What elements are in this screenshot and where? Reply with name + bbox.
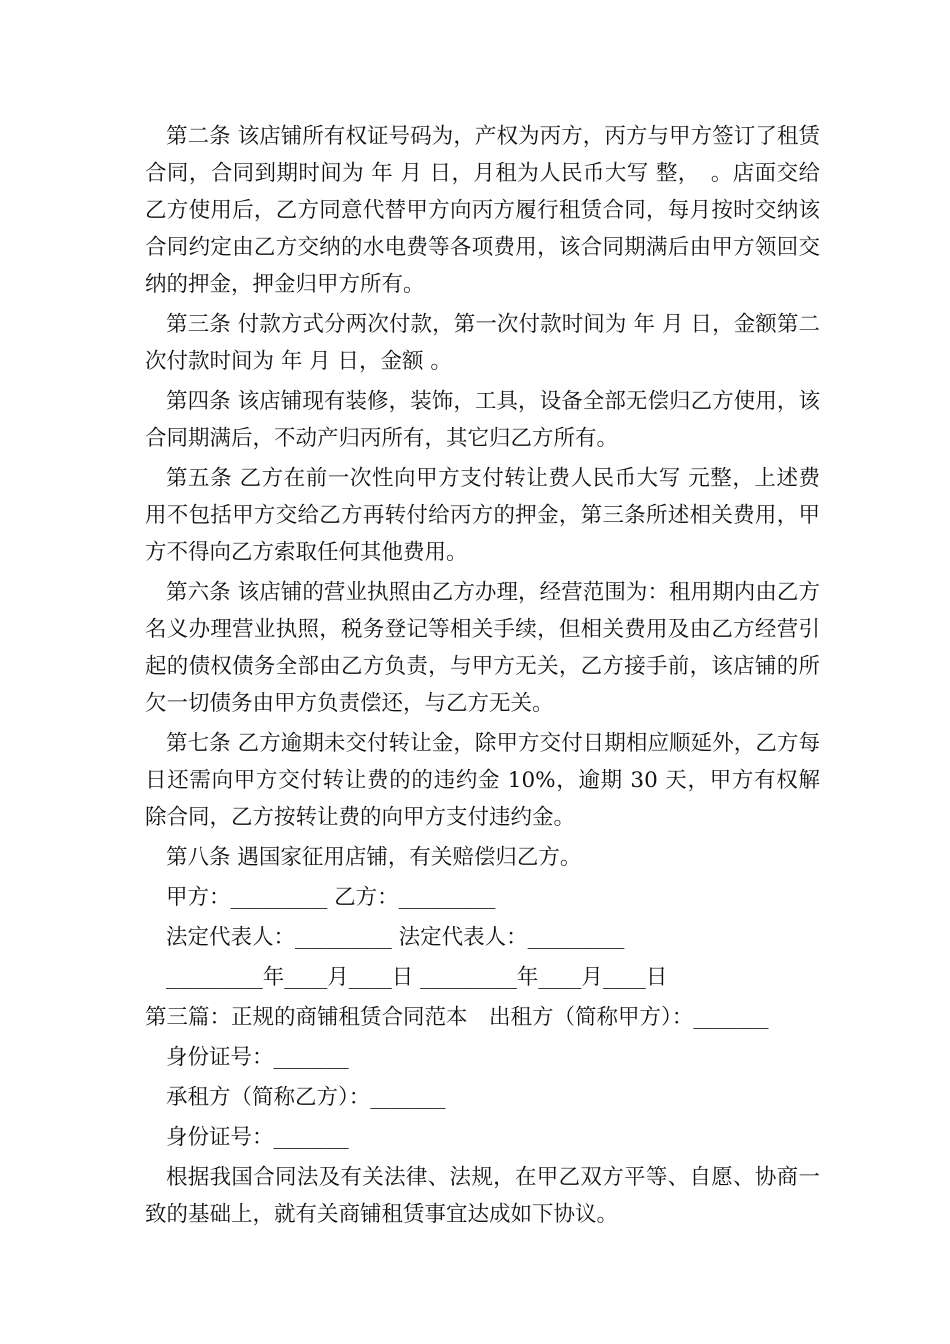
article-2-paragraph: 第二条 该店铺所有权证号码为，产权为丙方，丙方与甲方签订了租赁合同，合同到期时间为 年 月 日，月租为人民币大写 整， 。店面交给乙方使用后，乙方同意代替甲方向丙方履行租赁合同，每月按时交纳该合同约定由乙方交纳的水电费等各项费用，该合同期满后由甲方领回交纳的押金，押金归甲方所有。 bbox=[145, 124, 820, 297]
article-7-paragraph: 第七条 乙方逾期未交付转让金，除甲方交付日期相应顺延外，乙方每日还需向甲方交付转让费的的违约金 10%，逾期 30 天，甲方有权解除合同，乙方按转让费的向甲方支付违约金。 bbox=[145, 731, 820, 830]
document-page bbox=[145, 118, 820, 1236]
article-6-paragraph: 第六条 该店铺的营业执照由乙方办理，经营范围为：租用期内由乙方名义办理营业执照，税务登记等相关手续，但相关费用及由乙方经营引起的债权债务全部由乙方负责，与甲方无关，乙方接手前，该店铺的所欠一切债务由甲方负责偿还，与乙方无关。 bbox=[145, 580, 820, 716]
lessor-id-line: 身份证号：_______ bbox=[166, 1045, 349, 1070]
party-signature-line: 甲方：_________ 乙方：_________ bbox=[166, 885, 496, 910]
article-3-paragraph: 第三条 付款方式分两次付款，第一次付款时间为 年 月 日，金额第二次付款时间为 年 月 日，金额 。 bbox=[145, 312, 820, 374]
legal-representative-line: 法定代表人：_________ 法定代表人：_________ bbox=[166, 925, 625, 950]
closing-paragraph: 根据我国合同法及有关法律、法规，在甲乙双方平等、自愿、协商一致的基础上，就有关商铺租赁事宜达成如下协议。 bbox=[145, 1165, 820, 1227]
lessee-line: 承租方（简称乙方）：_______ bbox=[166, 1085, 446, 1110]
article-5-paragraph: 第五条 乙方在前一次性向甲方支付转让费人民币大写 元整，上述费用不包括甲方交给乙方再转付给丙方的押金，第三条所述相关费用，甲方不得向乙方索取任何其他费用。 bbox=[145, 466, 820, 565]
article-4-paragraph: 第四条 该店铺现有装修，装饰，工具，设备全部无偿归乙方使用，该合同期满后，不动产归丙所有，其它归乙方所有。 bbox=[145, 389, 820, 451]
lessee-id-line: 身份证号：_______ bbox=[166, 1125, 349, 1150]
article-8-paragraph: 第八条 遇国家征用店铺，有关赔偿归乙方。 bbox=[166, 845, 582, 870]
section-3-title: 第三篇：正规的商铺租赁合同范本 出租方（简称甲方）：_______ bbox=[145, 1005, 769, 1030]
date-line: _________年____月____日 _________年____月____日 bbox=[166, 965, 668, 990]
